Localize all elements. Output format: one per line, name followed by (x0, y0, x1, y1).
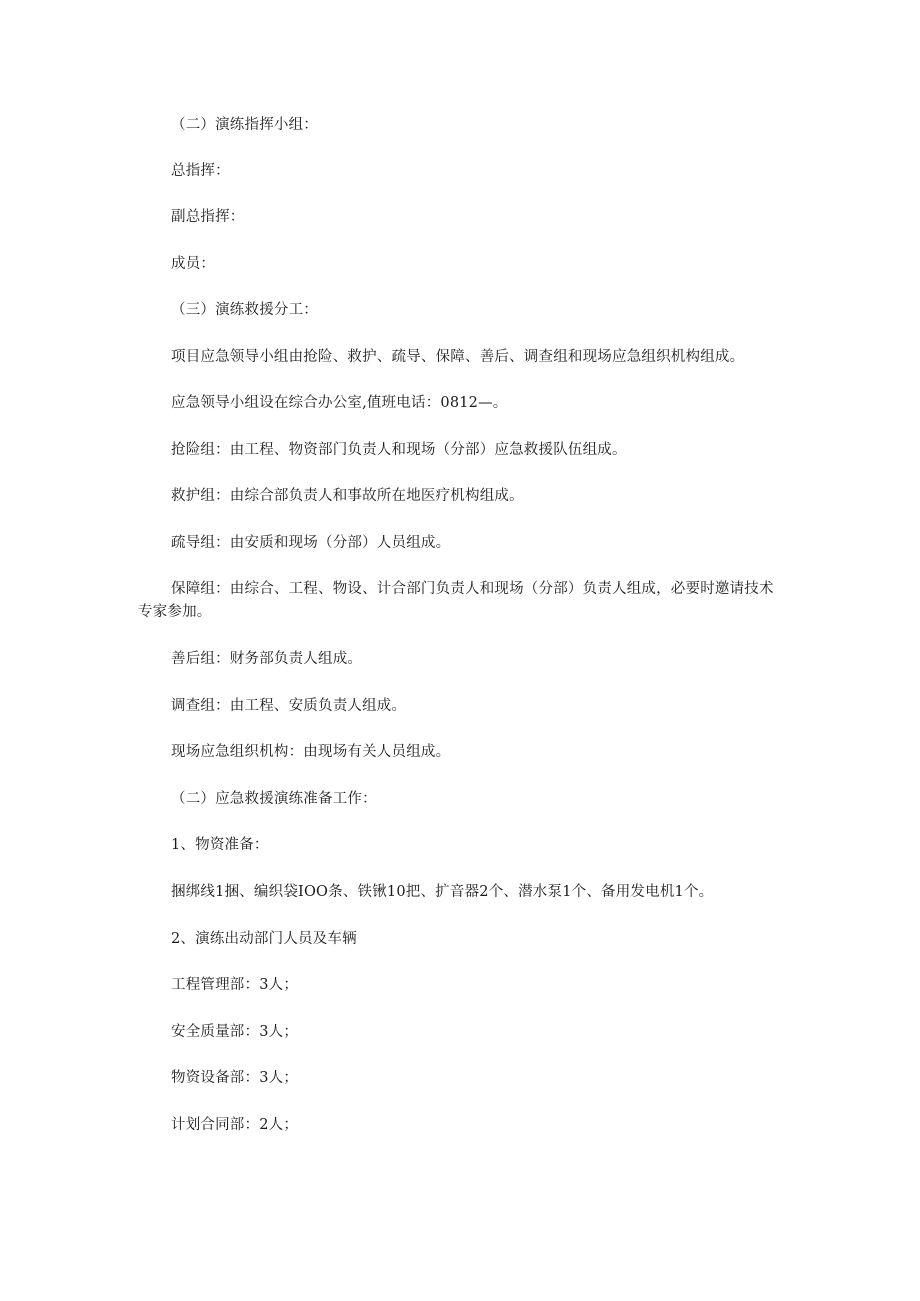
support-team-paragraph: 保障组：由综合、工程、物设、计合部门负责人和现场（分部）负责人组成，必要时邀请技术专家参加。 (138, 581, 774, 620)
evacuation-team-line: 疏导组：由安质和现场（分部）人员组成。 (171, 535, 451, 551)
materials-equipment-dept-count: 物资设备部：3人； (171, 1070, 299, 1086)
safety-quality-dept-count: 安全质量部：3人； (171, 1024, 299, 1040)
leadership-group-composition: 项目应急领导小组由抢险、救护、疏导、保障、善后、调查组和现场应急组织机构组成。 (171, 349, 745, 365)
section-heading-command-group: （二）演练指挥小组： (171, 117, 318, 133)
section-heading-rescue-division: （三）演练救援分工： (171, 302, 318, 318)
materials-list: 捆绑线1捆、编织袋IOO条、铁锹10把、扩音器2个、潜水泵1个、备用发电机1个。 (171, 884, 714, 900)
personnel-vehicles-heading: 2、演练出动部门人员及车辆 (171, 931, 357, 947)
medical-team-line: 救护组：由综合部负责人和事故所在地医疗机构组成。 (171, 488, 524, 504)
engineering-dept-count: 工程管理部：3人； (171, 977, 299, 993)
materials-heading: 1、物资准备： (171, 837, 269, 853)
investigation-team-line: 调查组：由工程、安质负责人组成。 (171, 698, 407, 714)
duty-phone-line: 应急领导小组设在综合办公室,值班电话：0812—。 (171, 395, 508, 411)
aftermath-team-line: 善后组：财务部负责人组成。 (171, 651, 363, 667)
deputy-commander-line: 副总指挥： (171, 209, 245, 225)
members-line: 成员： (171, 256, 216, 272)
commander-line: 总指挥： (171, 163, 230, 179)
planning-contract-dept-count: 计划合同部：2人； (171, 1117, 299, 1133)
section-heading-preparation: （二）应急救援演练准备工作： (171, 791, 377, 807)
rescue-team-line: 抢险组：由工程、物资部门负责人和现场（分部）应急救援队伍组成。 (171, 442, 627, 458)
onsite-organization-line: 现场应急组织机构：由现场有关人员组成。 (171, 744, 451, 760)
